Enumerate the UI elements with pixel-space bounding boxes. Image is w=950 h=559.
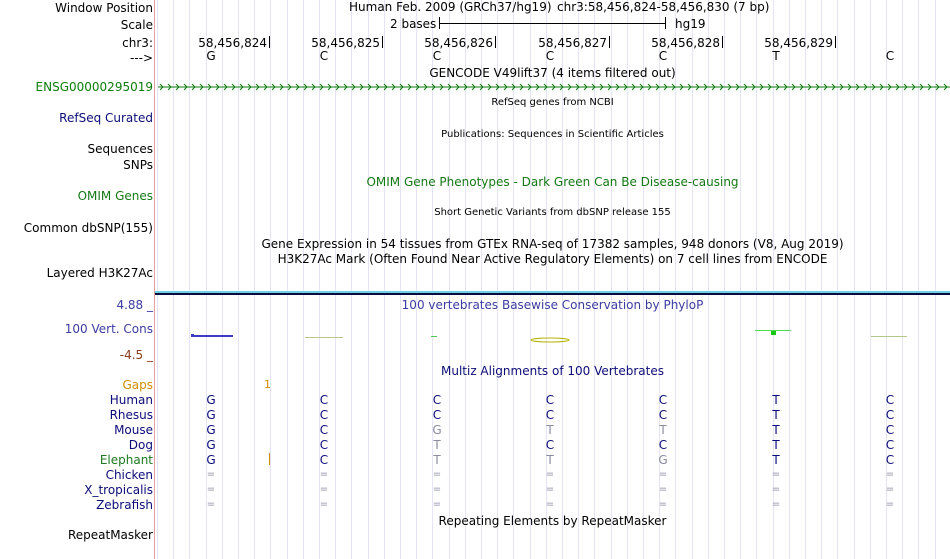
alignment-base: G (432, 423, 442, 437)
alignment-base: = (771, 499, 781, 510)
alignment-base: G (658, 453, 668, 467)
sequences-track-label[interactable]: Sequences (87, 142, 153, 156)
species-label-chicken[interactable]: Chicken (105, 468, 153, 482)
alignment-base: C (545, 408, 555, 422)
sequence-base: C (545, 49, 555, 63)
alignment-base: G (206, 408, 216, 422)
publications-track-title[interactable]: Publications: Sequences in Scientific Articles (441, 129, 664, 140)
alignment-base: = (432, 469, 442, 480)
ruler-position-label: 58,456,825 (311, 36, 380, 50)
alignment-base: = (545, 469, 555, 480)
strand-label: ---> (129, 51, 153, 65)
assembly-label: Human Feb. 2009 (GRCh37/hg19) (349, 0, 552, 14)
sequence-base: C (885, 49, 895, 63)
alignment-base: = (885, 499, 895, 510)
alignment-base: = (206, 469, 216, 480)
species-label-zebrafish[interactable]: Zebrafish (96, 498, 153, 512)
species-label-x_tropicalis[interactable]: X_tropicalis (84, 483, 153, 497)
alignment-base: C (319, 393, 329, 407)
alignment-base: G (206, 453, 216, 467)
scale-db: hg19 (675, 17, 706, 31)
alignment-base: = (885, 469, 895, 480)
alignment-base: T (772, 438, 780, 452)
ruler-tick (382, 36, 383, 48)
alignment-base: C (319, 423, 329, 437)
alignment-base: = (206, 499, 216, 510)
alignment-base: = (432, 499, 442, 510)
alignment-base: = (771, 469, 781, 480)
position-readout: chr3:58,456,824-58,456,830 (7 bp) (557, 0, 770, 14)
gencode-gene-label[interactable]: ENSG00000295019 (35, 80, 153, 94)
ruler-position-label: 58,456,827 (538, 36, 607, 50)
dbsnp-track-title[interactable]: Short Genetic Variants from dbSNP release 155 (434, 207, 671, 218)
h3k27ac-track-title[interactable]: H3K27Ac Mark (Often Found Near Active Regulatory Elements) on 7 cell lines from ENCODE (277, 252, 828, 266)
species-label-human[interactable]: Human (109, 393, 153, 407)
omim-track-label[interactable]: OMIM Genes (77, 189, 153, 203)
species-label-elephant[interactable]: Elephant (99, 453, 153, 467)
ruler-position-label: 58,456,824 (198, 36, 267, 50)
alignment-base: C (432, 408, 442, 422)
alignment-base: = (658, 499, 668, 510)
alignment-base: T (546, 423, 554, 437)
scale-bar (439, 23, 665, 24)
species-label-mouse[interactable]: Mouse (114, 423, 153, 437)
alignment-base: C (885, 423, 895, 437)
ruler-position-label: 58,456,826 (424, 36, 493, 50)
alignment-base: C (545, 438, 555, 452)
alignment-base: C (319, 408, 329, 422)
species-label-rhesus[interactable]: Rhesus (109, 408, 153, 422)
sequence-base: G (206, 49, 216, 63)
ruler-tick (835, 36, 836, 48)
alignment-base: G (206, 438, 216, 452)
gencode-gene-feature[interactable] (155, 81, 950, 93)
scale-label: Scale (120, 18, 153, 32)
alignment-base: T (772, 408, 780, 422)
alignment-base: C (319, 453, 329, 467)
ruler-tick (495, 36, 496, 48)
multiz-track-title[interactable]: Multiz Alignments of 100 Vertebrates (440, 364, 665, 378)
alignment-base: C (885, 438, 895, 452)
alignment-base: C (319, 438, 329, 452)
sequence-base: T (772, 49, 780, 63)
scale-text: 2 bases (390, 17, 437, 31)
alignment-base: C (885, 453, 895, 467)
alignment-base: C (658, 393, 668, 407)
refseq-track-label[interactable]: RefSeq Curated (59, 111, 153, 125)
alignment-base: C (885, 393, 895, 407)
elephant-gap-mark (269, 453, 270, 465)
phylop-track-title[interactable]: 100 vertebrates Basewise Conservation by PhyloP (401, 298, 704, 312)
repeatmasker-track-label[interactable]: RepeatMasker (67, 528, 153, 542)
alignment-base: = (545, 499, 555, 510)
phylop-track-label[interactable]: 100 Vert. Cons (64, 322, 153, 336)
ruler-position-label: 58,456,828 (651, 36, 720, 50)
alignment-base: C (432, 393, 442, 407)
alignment-base: = (319, 499, 329, 510)
alignment-base: = (658, 484, 668, 495)
refseq-track-title[interactable]: RefSeq genes from NCBI (491, 97, 614, 108)
section-separator-dark (155, 293, 950, 295)
sequence-base: C (432, 49, 442, 63)
alignment-base: C (885, 408, 895, 422)
alignment-base: T (659, 423, 667, 437)
alignment-base: T (772, 393, 780, 407)
ruler-tick (269, 36, 270, 48)
phylop-max-value: 4.88 _ (116, 298, 153, 312)
alignment-base: C (658, 438, 668, 452)
sequence-base: C (658, 49, 668, 63)
phylop-min-value: -4.5 _ (119, 348, 153, 362)
repeatmasker-track-title[interactable]: Repeating Elements by RepeatMasker (438, 514, 667, 528)
chrom-label: chr3: (122, 36, 153, 50)
ruler-position-label: 58,456,829 (764, 36, 833, 50)
ruler-tick (609, 36, 610, 48)
alignment-base: T (546, 453, 554, 467)
alignment-base: = (771, 484, 781, 495)
alignment-base: = (319, 484, 329, 495)
omim-track-title[interactable]: OMIM Gene Phenotypes - Dark Green Can Be Disease-causing (366, 175, 739, 189)
alignment-base: = (319, 469, 329, 480)
sequence-base: C (319, 49, 329, 63)
phylop-signal (155, 325, 950, 345)
gaps-value: 1 (264, 378, 271, 391)
alignment-base: = (658, 469, 668, 480)
snps-track-label[interactable]: SNPs (123, 158, 153, 172)
alignment-base: G (206, 393, 216, 407)
alignment-base: = (545, 484, 555, 495)
species-label-dog[interactable]: Dog (128, 438, 153, 452)
window-position-label: Window Position (55, 1, 153, 15)
alignment-base: C (545, 393, 555, 407)
alignment-base: T (433, 453, 441, 467)
h3k27ac-track-label[interactable]: Layered H3K27Ac (46, 266, 153, 280)
alignment-base: T (772, 423, 780, 437)
alignment-base: = (885, 484, 895, 495)
alignment-base: = (432, 484, 442, 495)
alignment-base: = (206, 484, 216, 495)
alignment-base: T (433, 438, 441, 452)
ruler-tick (722, 36, 723, 48)
gencode-track-title[interactable]: GENCODE V49lift37 (4 items filtered out) (429, 66, 676, 80)
dbsnp-track-label[interactable]: Common dbSNP(155) (23, 221, 153, 235)
alignment-base: C (658, 408, 668, 422)
gaps-label[interactable]: Gaps (122, 378, 153, 392)
alignment-base: T (772, 453, 780, 467)
gtex-track-title[interactable]: Gene Expression in 54 tissues from GTEx RNA-seq of 17382 samples, 948 donors (V8, Aug 2019) (261, 237, 844, 251)
scale-bar-right (665, 17, 666, 29)
alignment-base: G (206, 423, 216, 437)
